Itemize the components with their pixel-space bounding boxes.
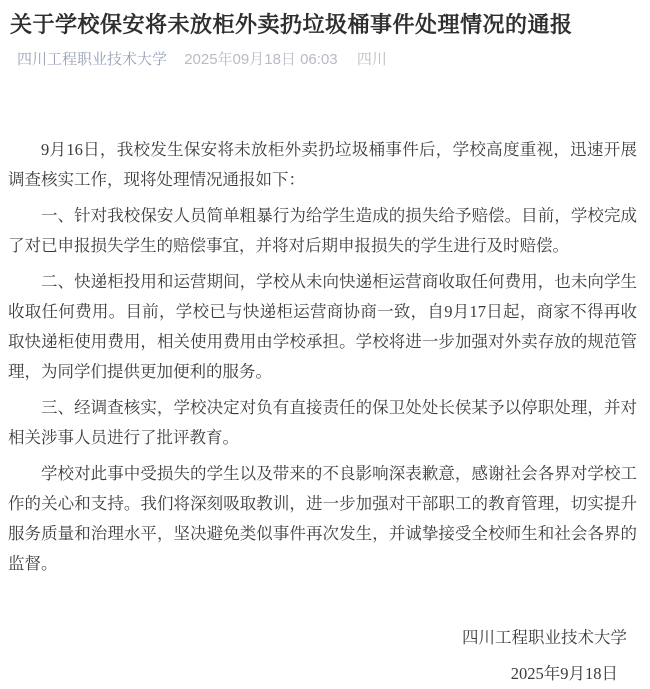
byline xyxy=(0,51,650,69)
paragraph: 9月16日，我校发生保安将未放柜外卖扔垃圾桶事件后，学校高度重视，迅速开展调查核实工作，现将处理情况通报如下： xyxy=(8,140,637,189)
paragraph: 学校对此事中受损失的学生以及带来的不良影响深表歉意，感谢社会各界对学校工作的关心和支持。我们将深刻吸取教训，进一步加强对干部职工的教育管理，切实提升服务质量和治理水平，坚决避免类似事件再次发生，并诚挚接受全校师生和社会各界的监督。 xyxy=(8,464,637,573)
paragraph: 二、快递柜投用和运营期间，学校从未向快递柜运营商收取任何费用，也未向学生收取任何费用。目前，学校已与快递柜运营商协商一致，自9月17日起，商家不得再收取快递柜使用费用，相关使用费用由学校承担。学校将进一步加强对外卖存放的规范管理，为同学们提供更加便利的服务。 xyxy=(8,272,637,381)
publish-location: 四川 xyxy=(356,51,387,68)
paragraph: 一、针对我校保安人员简单粗暴行为给学生造成的损失给予赔偿。目前，学校完成了对已申报损失学生的赔偿事宜，并将对后期申报损失的学生进行及时赔偿。 xyxy=(8,206,637,255)
article-body xyxy=(0,135,650,689)
page-title: 关于学校保安将未放柜外卖扔垃圾桶事件处理情况的通报 xyxy=(10,12,573,37)
signature-date: 2025年9月18日 xyxy=(510,664,618,683)
publish-datetime: 2025年09月18日 06:03 xyxy=(184,51,338,68)
paragraph: 三、经调查核实，学校决定对负有直接责任的保卫处处长侯某予以停职处理，并对相关涉事人员进行了批评教育。 xyxy=(8,398,637,447)
publisher-name-link[interactable]: 四川工程职业技术大学 xyxy=(17,51,168,68)
signature-block xyxy=(8,623,637,689)
signature-org: 四川工程职业技术大学 xyxy=(462,628,627,647)
